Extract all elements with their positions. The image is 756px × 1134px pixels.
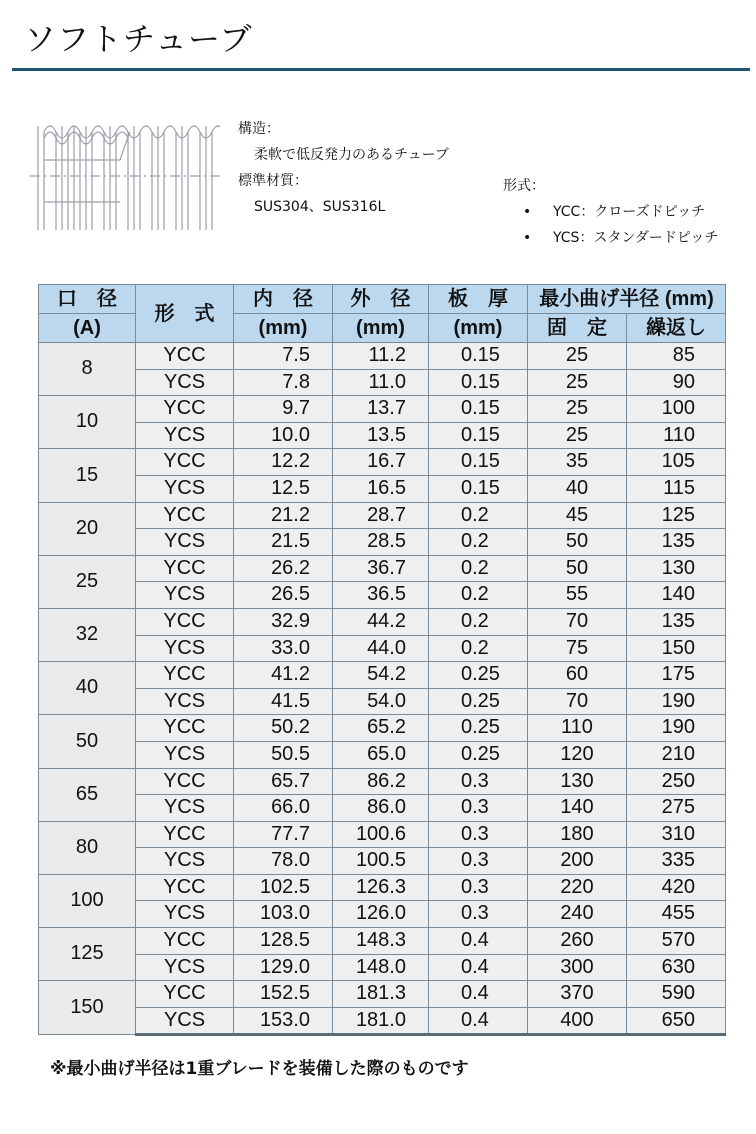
- table-row: [39, 529, 726, 556]
- cell-thk: 0.2: [429, 608, 528, 635]
- header-id-unit: (mm): [234, 314, 333, 343]
- table-row: [39, 1007, 726, 1035]
- cell-rep: 140: [627, 582, 726, 609]
- table-row: [39, 901, 726, 928]
- cell-fix: 200: [528, 848, 627, 875]
- cell-rep: 135: [627, 608, 726, 635]
- cell-id: 41.5: [234, 688, 333, 715]
- title-divider: [12, 68, 750, 71]
- cell-id: 65.7: [234, 768, 333, 795]
- cell-thk: 0.2: [429, 635, 528, 662]
- cell-dn: 15: [39, 449, 136, 502]
- forms-item-ycc: • YCC：クローズドピッチ: [503, 199, 718, 225]
- structure-label: 構造：: [238, 121, 280, 137]
- cell-thk: 0.2: [429, 555, 528, 582]
- cell-od: 28.7: [333, 502, 429, 529]
- cell-type: YCC: [136, 981, 234, 1008]
- cell-fix: 140: [528, 795, 627, 822]
- forms-label: 形式：: [503, 178, 545, 194]
- cell-type: YCC: [136, 928, 234, 955]
- table-row: [39, 502, 726, 529]
- table-row: [39, 475, 726, 502]
- header-thk: 板 厚: [429, 285, 528, 314]
- cell-rep: 130: [627, 555, 726, 582]
- cell-fix: 25: [528, 343, 627, 370]
- cell-thk: 0.3: [429, 901, 528, 928]
- spec-block: [238, 116, 449, 220]
- header-bend-repeat: 繰返し: [627, 314, 726, 343]
- cell-type: YCC: [136, 768, 234, 795]
- header-dn: 口 径: [39, 285, 136, 314]
- soft-tube-diagram: [30, 112, 220, 234]
- cell-thk: 0.15: [429, 369, 528, 396]
- cell-thk: 0.3: [429, 874, 528, 901]
- cell-rep: 310: [627, 821, 726, 848]
- tube-corrugation-top: [44, 126, 220, 138]
- table-row: [39, 928, 726, 955]
- cell-od: 65.0: [333, 741, 429, 768]
- cell-fix: 25: [528, 396, 627, 423]
- cell-thk: 0.3: [429, 795, 528, 822]
- cell-od: 28.5: [333, 529, 429, 556]
- cell-fix: 45: [528, 502, 627, 529]
- cell-rep: 190: [627, 715, 726, 742]
- cell-od: 65.2: [333, 715, 429, 742]
- table-row: [39, 874, 726, 901]
- cell-thk: 0.15: [429, 343, 528, 370]
- cell-id: 10.0: [234, 422, 333, 449]
- table-row: [39, 741, 726, 768]
- cell-od: 148.0: [333, 954, 429, 981]
- cell-fix: 120: [528, 741, 627, 768]
- cell-dn: 25: [39, 555, 136, 608]
- cell-type: YCC: [136, 662, 234, 689]
- cell-fix: 35: [528, 449, 627, 476]
- table-row: [39, 688, 726, 715]
- cell-rep: 115: [627, 475, 726, 502]
- cell-rep: 125: [627, 502, 726, 529]
- cell-thk: 0.2: [429, 502, 528, 529]
- table-row: [39, 821, 726, 848]
- cell-type: YCC: [136, 396, 234, 423]
- cell-id: 26.2: [234, 555, 333, 582]
- cell-id: 78.0: [234, 848, 333, 875]
- cell-id: 153.0: [234, 1007, 333, 1035]
- cell-type: YCS: [136, 582, 234, 609]
- table-row: [39, 369, 726, 396]
- cell-fix: 240: [528, 901, 627, 928]
- cell-rep: 105: [627, 449, 726, 476]
- cell-id: 9.7: [234, 396, 333, 423]
- cell-type: YCS: [136, 848, 234, 875]
- cell-od: 36.5: [333, 582, 429, 609]
- cell-thk: 0.4: [429, 928, 528, 955]
- cell-id: 41.2: [234, 662, 333, 689]
- cell-fix: 75: [528, 635, 627, 662]
- cell-id: 21.2: [234, 502, 333, 529]
- cell-id: 103.0: [234, 901, 333, 928]
- forms-list: [503, 199, 718, 251]
- cell-od: 54.2: [333, 662, 429, 689]
- cell-rep: 150: [627, 635, 726, 662]
- cell-od: 11.0: [333, 369, 429, 396]
- table-row: [39, 662, 726, 689]
- cell-fix: 70: [528, 688, 627, 715]
- cell-dn: 40: [39, 662, 136, 715]
- table-row: [39, 795, 726, 822]
- cell-od: 148.3: [333, 928, 429, 955]
- cell-thk: 0.2: [429, 529, 528, 556]
- cell-thk: 0.4: [429, 981, 528, 1008]
- cell-type: YCC: [136, 343, 234, 370]
- cell-type: YCS: [136, 741, 234, 768]
- table-body: [39, 343, 726, 1035]
- cell-rep: 650: [627, 1007, 726, 1035]
- cell-fix: 260: [528, 928, 627, 955]
- cell-rep: 190: [627, 688, 726, 715]
- table-row: [39, 954, 726, 981]
- table-row: [39, 396, 726, 423]
- cell-id: 77.7: [234, 821, 333, 848]
- cell-type: YCS: [136, 369, 234, 396]
- cell-fix: 220: [528, 874, 627, 901]
- table-row: [39, 343, 726, 370]
- cell-thk: 0.3: [429, 821, 528, 848]
- cell-id: 12.5: [234, 475, 333, 502]
- cell-rep: 335: [627, 848, 726, 875]
- header-bend-fixed: 固 定: [528, 314, 627, 343]
- cell-fix: 25: [528, 422, 627, 449]
- cell-type: YCS: [136, 1007, 234, 1035]
- cell-rep: 455: [627, 901, 726, 928]
- footnote: ※最小曲げ半径は1重ブレードを装備した際のものです: [50, 1059, 469, 1079]
- cell-type: YCC: [136, 608, 234, 635]
- header-od-unit: (mm): [333, 314, 429, 343]
- cell-type: YCS: [136, 901, 234, 928]
- cell-od: 13.5: [333, 422, 429, 449]
- header-type: 形 式: [136, 285, 234, 343]
- cell-id: 50.5: [234, 741, 333, 768]
- table-row: [39, 635, 726, 662]
- table-row: [39, 449, 726, 476]
- cell-fix: 50: [528, 529, 627, 556]
- cell-thk: 0.25: [429, 662, 528, 689]
- cell-od: 126.0: [333, 901, 429, 928]
- cell-dn: 10: [39, 396, 136, 449]
- cell-type: YCC: [136, 715, 234, 742]
- cell-thk: 0.4: [429, 954, 528, 981]
- cell-od: 181.3: [333, 981, 429, 1008]
- table-row: [39, 422, 726, 449]
- cell-od: 13.7: [333, 396, 429, 423]
- cell-od: 16.5: [333, 475, 429, 502]
- cell-rep: 570: [627, 928, 726, 955]
- cell-fix: 370: [528, 981, 627, 1008]
- table-row: [39, 608, 726, 635]
- cell-id: 152.5: [234, 981, 333, 1008]
- cell-fix: 55: [528, 582, 627, 609]
- cell-dn: 125: [39, 928, 136, 981]
- cell-thk: 0.15: [429, 475, 528, 502]
- cell-id: 129.0: [234, 954, 333, 981]
- cell-dn: 80: [39, 821, 136, 874]
- cell-rep: 250: [627, 768, 726, 795]
- cell-dn: 20: [39, 502, 136, 555]
- cell-thk: 0.4: [429, 1007, 528, 1035]
- cell-type: YCS: [136, 954, 234, 981]
- cell-id: 32.9: [234, 608, 333, 635]
- cell-od: 54.0: [333, 688, 429, 715]
- cell-dn: 150: [39, 981, 136, 1035]
- cell-rep: 110: [627, 422, 726, 449]
- header-dn-unit: (A): [39, 314, 136, 343]
- structure-value: 柔軟で低反発力のあるチューブ: [254, 147, 449, 163]
- cell-fix: 60: [528, 662, 627, 689]
- cell-type: YCS: [136, 529, 234, 556]
- cell-rep: 275: [627, 795, 726, 822]
- spec-table: [38, 284, 726, 1036]
- cell-od: 100.5: [333, 848, 429, 875]
- cell-rep: 100: [627, 396, 726, 423]
- cell-thk: 0.3: [429, 768, 528, 795]
- cell-id: 21.5: [234, 529, 333, 556]
- forms-block: [503, 173, 718, 251]
- cell-thk: 0.15: [429, 449, 528, 476]
- cell-fix: 70: [528, 608, 627, 635]
- material-value: SUS304、SUS316L: [254, 199, 386, 215]
- cell-od: 36.7: [333, 555, 429, 582]
- table-row: [39, 555, 726, 582]
- cell-id: 102.5: [234, 874, 333, 901]
- cell-fix: 400: [528, 1007, 627, 1035]
- cell-type: YCS: [136, 688, 234, 715]
- cell-id: 7.8: [234, 369, 333, 396]
- cell-rep: 85: [627, 343, 726, 370]
- table-row: [39, 715, 726, 742]
- cell-rep: 630: [627, 954, 726, 981]
- cell-rep: 135: [627, 529, 726, 556]
- cell-thk: 0.25: [429, 688, 528, 715]
- cell-id: 33.0: [234, 635, 333, 662]
- cell-id: 12.2: [234, 449, 333, 476]
- header-od: 外 径: [333, 285, 429, 314]
- cell-fix: 110: [528, 715, 627, 742]
- cell-rep: 420: [627, 874, 726, 901]
- cell-fix: 25: [528, 369, 627, 396]
- cell-type: YCC: [136, 874, 234, 901]
- cell-od: 44.0: [333, 635, 429, 662]
- cell-fix: 180: [528, 821, 627, 848]
- header-bend: 最小曲げ半径 (mm): [528, 285, 726, 314]
- cell-thk: 0.25: [429, 741, 528, 768]
- header-id: 内 径: [234, 285, 333, 314]
- cell-dn: 65: [39, 768, 136, 821]
- cell-dn: 100: [39, 874, 136, 927]
- cell-od: 86.2: [333, 768, 429, 795]
- cell-od: 86.0: [333, 795, 429, 822]
- cell-dn: 8: [39, 343, 136, 396]
- cell-id: 7.5: [234, 343, 333, 370]
- cell-fix: 300: [528, 954, 627, 981]
- cell-type: YCC: [136, 821, 234, 848]
- cell-od: 100.6: [333, 821, 429, 848]
- forms-item-ycs: • YCS：スタンダードピッチ: [503, 225, 718, 251]
- cell-od: 16.7: [333, 449, 429, 476]
- page-title: ソフトチューブ: [24, 20, 253, 58]
- table-row: [39, 848, 726, 875]
- header-thk-unit: (mm): [429, 314, 528, 343]
- cell-fix: 40: [528, 475, 627, 502]
- table-row: [39, 768, 726, 795]
- cell-type: YCS: [136, 475, 234, 502]
- material-label: 標準材質：: [238, 173, 308, 189]
- cell-id: 128.5: [234, 928, 333, 955]
- cell-thk: 0.15: [429, 422, 528, 449]
- cell-thk: 0.2: [429, 582, 528, 609]
- cell-fix: 50: [528, 555, 627, 582]
- cell-dn: 32: [39, 608, 136, 661]
- cell-dn: 50: [39, 715, 136, 768]
- cell-type: YCS: [136, 422, 234, 449]
- cell-id: 50.2: [234, 715, 333, 742]
- cell-type: YCC: [136, 555, 234, 582]
- cell-type: YCS: [136, 635, 234, 662]
- cell-type: YCC: [136, 449, 234, 476]
- cell-thk: 0.15: [429, 396, 528, 423]
- cell-type: YCS: [136, 795, 234, 822]
- cell-thk: 0.3: [429, 848, 528, 875]
- cell-fix: 130: [528, 768, 627, 795]
- cell-od: 126.3: [333, 874, 429, 901]
- table-header: [39, 285, 726, 343]
- cell-id: 66.0: [234, 795, 333, 822]
- cell-rep: 590: [627, 981, 726, 1008]
- cell-od: 44.2: [333, 608, 429, 635]
- cell-rep: 175: [627, 662, 726, 689]
- table-row: [39, 981, 726, 1008]
- cell-od: 181.0: [333, 1007, 429, 1035]
- cell-type: YCC: [136, 502, 234, 529]
- cell-rep: 210: [627, 741, 726, 768]
- cell-thk: 0.25: [429, 715, 528, 742]
- cell-rep: 90: [627, 369, 726, 396]
- cell-od: 11.2: [333, 343, 429, 370]
- table-row: [39, 582, 726, 609]
- cell-id: 26.5: [234, 582, 333, 609]
